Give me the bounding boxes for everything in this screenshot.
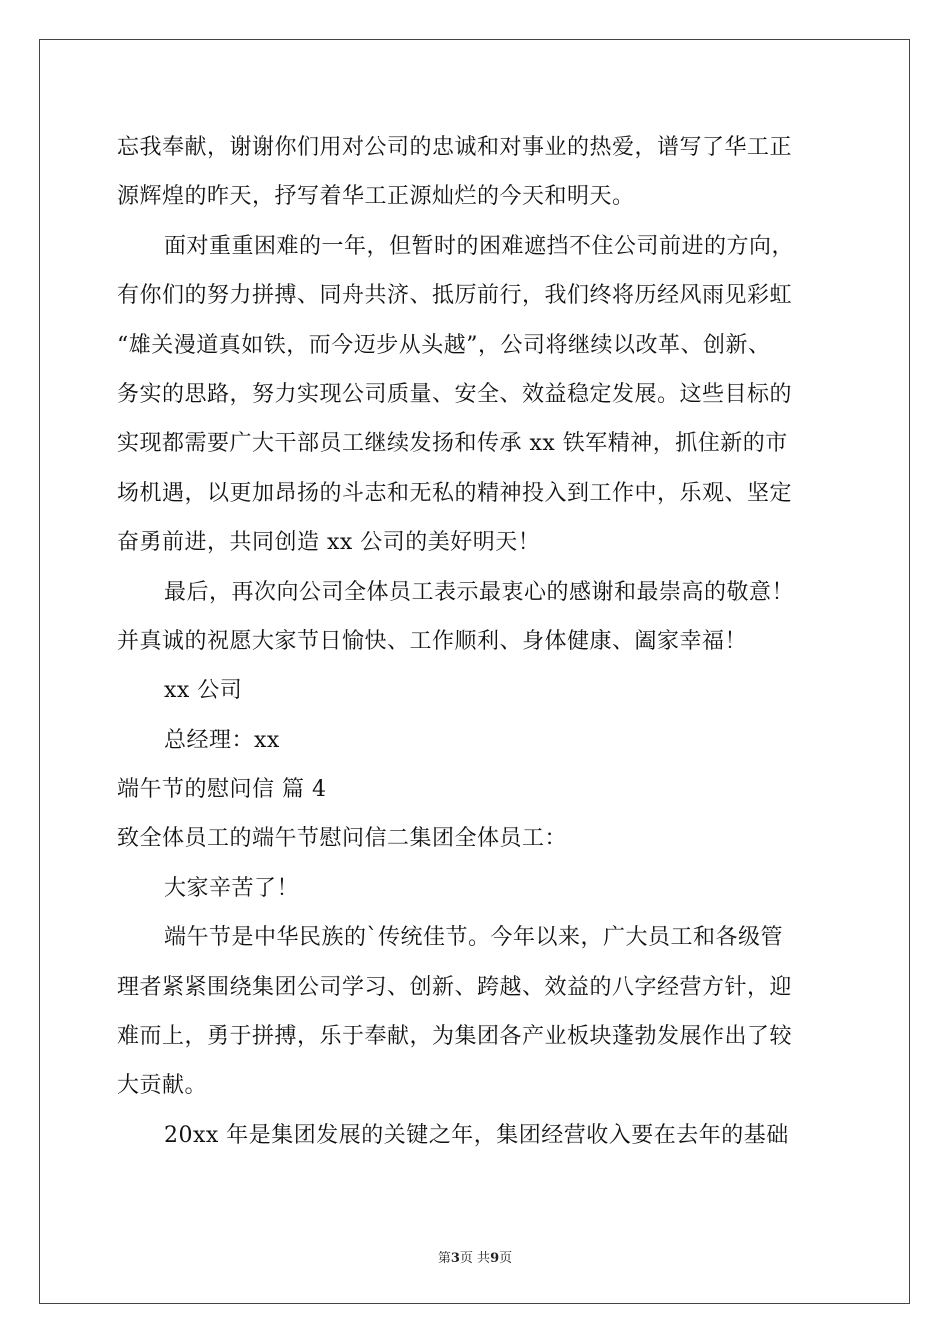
text-line: 源辉煌的昨天，抒写着华工正源灿烂的今天和明天。: [117, 184, 635, 210]
text-line: 大贡献。: [117, 1073, 208, 1099]
footer-prefix: 第: [437, 1251, 451, 1266]
text-line: 最后，再次向公司全体员工表示最衷心的感谢和最崇高的敬意！: [164, 579, 795, 605]
text-line: 难而上，勇于拼搏，乐于奉献，为集团各产业板块蓬勃发展作出了较: [117, 1024, 793, 1050]
footer-middle: 页 共: [459, 1251, 491, 1266]
text-line: 奋勇前进，共同创造 xx 公司的美好明天！: [117, 530, 541, 556]
text-line: 总经理：xx: [164, 727, 280, 753]
text-line: 并真诚的祝愿大家节日愉快、工作顺利、身体健康、阖家幸福！: [117, 628, 748, 654]
text-line: 场机遇，以更加昂扬的斗志和无私的精神投入到工作中，乐观、坚定: [117, 480, 793, 506]
text-line: 忘我奉献，谢谢你们用对公司的忠诚和对事业的热爱，谱写了华工正: [117, 135, 793, 160]
text-line: 端午节是中华民族的`传统佳节。今年以来，广大员工和各级管: [164, 925, 784, 951]
text-line: 20xx 年是集团发展的关键之年，集团经营收入要在去年的基础: [164, 1122, 789, 1148]
text-line: 面对重重困难的一年，但暂时的困难遮挡不住公司前进的方向，: [164, 233, 795, 259]
text-line: 大家辛苦了！: [164, 875, 300, 901]
text-line: 实现都需要广大干部员工继续发扬和传承 xx 铁军精神，抓住新的市: [117, 431, 788, 457]
current-page-number: 3: [450, 1251, 460, 1266]
total-page-count: 9: [490, 1251, 500, 1266]
text-line: 端午节的慰问信 篇 4: [117, 777, 327, 803]
text-line: 致全体员工的端午节慰问信二集团全体员工：: [117, 826, 568, 852]
page-footer: [0, 1247, 950, 1266]
footer-suffix: 页: [499, 1251, 513, 1266]
text-line: “雄关漫道真如铁，而今迈步从头越”，公司将继续以改革、创新、: [117, 332, 771, 358]
text-line: 理者紧紧围绕集团公司学习、创新、跨越、效益的八字经营方针，迎: [117, 974, 793, 1000]
text-line: xx 公司: [164, 678, 243, 704]
text-line: 有你们的努力拼搏、同舟共济、抵厉前行，我们终将历经风雨见彩虹: [117, 283, 793, 309]
document-body: [117, 123, 837, 1160]
text-line: 务实的思路，努力实现公司质量、安全、效益稳定发展。这些目标的: [117, 381, 793, 407]
